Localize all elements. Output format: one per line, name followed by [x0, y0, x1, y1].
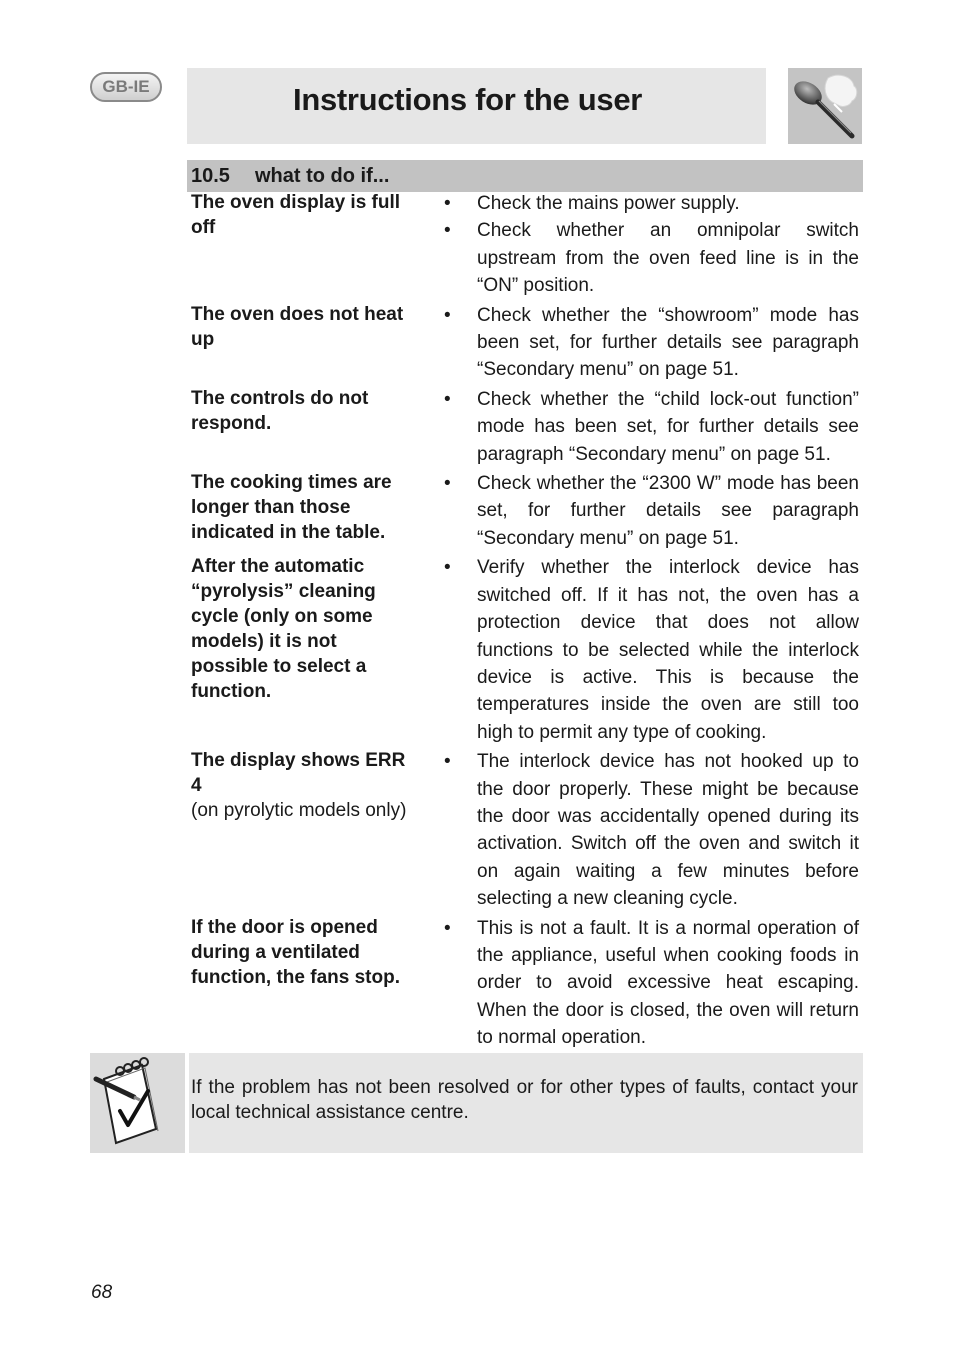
bullet-icon: • — [444, 304, 451, 326]
page-number: 68 — [91, 1282, 113, 1303]
solution-list — [413, 386, 859, 468]
solution-item: • Verify whether the interlock device has switched off. If it has not, the oven has a protection device that does not allow functions to be selected while the interlock device is active. This is because the temperatures inside the oven are still too high to permit any type of cooking. — [413, 554, 859, 746]
problem-label: The oven does not heat up — [191, 303, 404, 350]
chef-spoon-icon — [788, 68, 862, 144]
bullet-icon: • — [444, 557, 451, 579]
faq-row-pyrolysis — [191, 554, 859, 746]
problem-note: (on pyrolytic models only) — [191, 800, 407, 822]
problem-label: The oven display is full off — [191, 192, 401, 238]
bullet-icon: • — [444, 388, 451, 410]
solution-list — [413, 470, 859, 552]
faq-row-fans-stop — [191, 915, 859, 1052]
bullet-icon: • — [444, 220, 451, 242]
solution-item: • The interlock device has not hooked up to the door properly. These might be because the door was accidentally opened during its activation. Switch off the oven and switch it on again waiting a few minutes before selecting a new cleaning cycle. — [413, 748, 859, 912]
bullet-icon: • — [444, 473, 451, 495]
solution-list — [413, 302, 859, 384]
solution-item: • Check whether the “2300 W” mode has been set, for further details see paragraph “Secondary menu” on page 51. — [413, 470, 859, 552]
note-box — [90, 1053, 863, 1153]
solution-item: • This is not a fault. It is a normal operation of the appliance, useful when cooking foods in order to avoid excessive heat escaping. When the door is closed, the oven will return to normal operation. — [413, 915, 859, 1052]
bullet-icon: • — [444, 193, 451, 214]
section-header — [187, 160, 863, 192]
faq-row-err4 — [191, 748, 859, 912]
problem-label: After the automatic “pyrolysis” cleaning cycle (only on some models) it is not possible to select a function. — [191, 556, 376, 703]
problem-label: The display shows ERR 4 (on pyrolytic models only) — [191, 750, 407, 822]
section-number: 10.5 — [191, 164, 230, 187]
faq-row-controls — [191, 386, 859, 468]
problem-label: If the door is opened during a ventilated function, the fans stop. — [191, 916, 400, 988]
solution-item: • Check whether the “showroom” mode has been set, for further details see paragraph “Secondary menu” on page 51. — [413, 302, 859, 384]
solution-item: • Check whether the “child lock-out function” mode has been set, for further details see paragraph “Secondary menu” on page 51. — [413, 386, 859, 468]
problem-label: The cooking times are longer than those indicated in the table. — [191, 472, 392, 544]
faq-row-display-off — [191, 190, 859, 300]
solution-list — [413, 190, 859, 300]
faq-row-no-heat — [191, 302, 859, 384]
language-badge: GB-IE — [90, 72, 162, 102]
faq-row-cooking-times — [191, 470, 859, 552]
note-text: If the problem has not been resolved or for other types of faults, contact your local technical assistance centre. — [191, 1077, 858, 1123]
solution-list — [413, 915, 859, 1052]
bullet-icon: • — [444, 917, 451, 939]
notepad-check-icon — [90, 1053, 185, 1153]
solution-item: • Check whether an omnipolar switch upstream from the oven feed line is in the “ON” position. — [413, 217, 859, 299]
page-title: Instructions for the user — [293, 82, 643, 117]
bullet-icon: • — [444, 751, 451, 773]
note-divider — [185, 1053, 189, 1153]
solution-item: • Check the mains power supply. — [413, 190, 859, 217]
solution-list — [413, 554, 859, 746]
troubleshooting-list — [191, 190, 859, 1052]
solution-list — [413, 748, 859, 912]
problem-label: The controls do not respond. — [191, 387, 369, 434]
section-title: what to do if... — [255, 164, 390, 187]
header-bar — [187, 68, 766, 144]
